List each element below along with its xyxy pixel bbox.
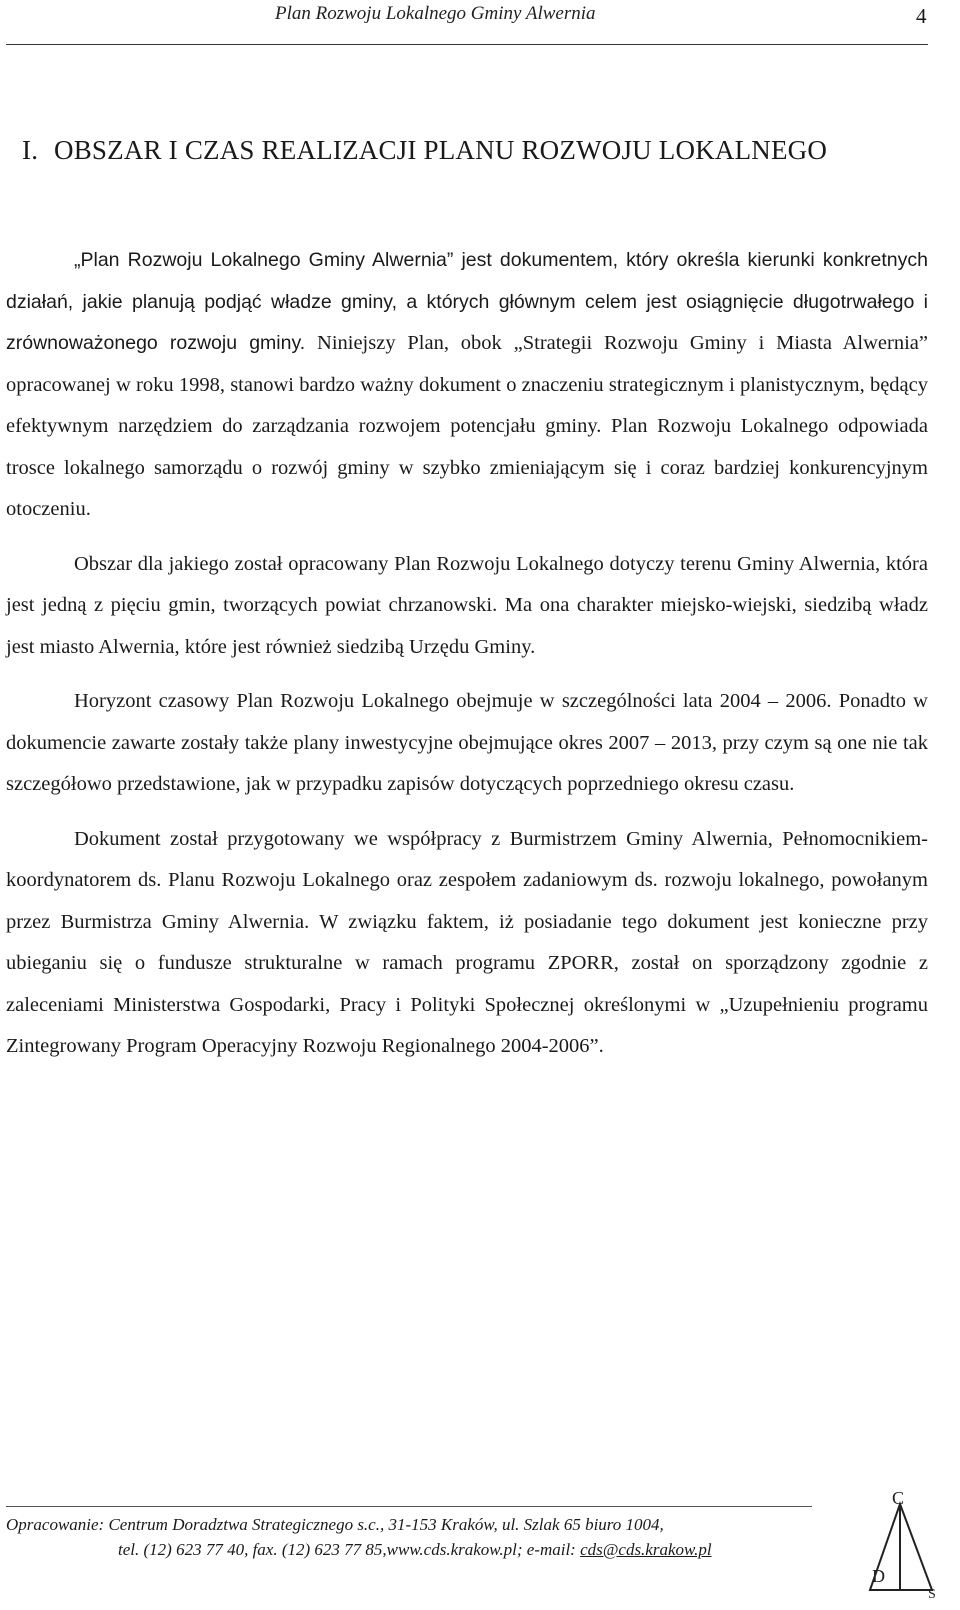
logo-letter-s: S [928, 1587, 936, 1600]
paragraph-preparation: Dokument został przygotowany we współpracy z Burmistrzem Gminy Alwernia, Pełnomocnikiem-koordynatorem ds. Planu Rozwoju Lokalnego oraz zespołem zadaniowym ds. rozwoju lokalnego, powołanym przez Burmistrza Gminy Alwernia. W związku faktem, iż posiadanie tego dokument jest konieczne przy ubieganiu się o fundusze strukturalne w ramach programu ZPORR, został on sporządzony zgodnie z zaleceniami Ministerstwa Gospodarki, Pracy i Polityki Społecznej określonymi w „Uzupełnieniu programu Zintegrowany Program Operacyjny Rozwoju Regionalnego 2004-2006”. [6, 827, 928, 1057]
footer-contact [118, 1539, 712, 1561]
section-number: I. [22, 135, 39, 165]
header-divider [6, 44, 928, 45]
footer-email-link[interactable]: cds@cds.krakow.pl [580, 1540, 712, 1559]
page-header [0, 0, 960, 50]
paragraph-timeframe: Horyzont czasowy Plan Rozwoju Lokalnego obejmuje w szczególności lata 2004 – 2006. Ponadto w dokumencie zawarte zostały także plany inwestycyjne obejmujące okres 2007 – 2013, przy czym są one nie tak szczegółowo przedstawione, jak w przypadku zapisów dotyczących poprzedniego okresu czasu. [6, 690, 928, 795]
header-title: Plan Rozwoju Lokalnego Gminy Alwernia [275, 3, 596, 24]
footer-divider [6, 1506, 812, 1507]
cds-logo-icon [862, 1490, 940, 1600]
footer-address: Opracowanie: Centrum Doradztwa Strategicznego s.c., 31-153 Kraków, ul. Szlak 65 biuro 1004, [6, 1515, 664, 1534]
document-body [6, 240, 928, 1081]
page-footer [0, 1490, 960, 1610]
footer-phone-web: tel. (12) 623 77 40, fax. (12) 623 77 85,www.cds.krakow.pl; e-mail: [118, 1540, 581, 1559]
logo-letter-c: C [892, 1490, 905, 1508]
section-heading [22, 133, 827, 167]
page-number: 4 [916, 4, 927, 28]
paragraph-area: Obszar dla jakiego został opracowany Plan Rozwoju Lokalnego dotyczy terenu Gminy Alwernia, która jest jedną z pięciu gmin, tworzących powiat chrzanowski. Ma ona charakter miejsko-wiejski, siedzibą władz jest miasto Alwernia, które jest również siedzibą Urzędu Gminy. [6, 552, 928, 658]
paragraph-intro-rest: Niniejszy Plan, obok „Strategii Rozwoju Gminy i Miasta Alwernia” opracowanej w roku 1998, stanowi bardzo ważny dokument o znaczeniu strategicznym i planistycznym, będący efektywnym narzędziem do zarządzania rozwojem potencjału gminy. Plan Rozwoju Lokalnego odpowiada trosce lokalnego samorządu o rozwój gminy w szybko zmieniającym się i coraz bardziej konkurencyjnym otoczeniu. [6, 332, 928, 520]
section-title: OBSZAR I CZAS REALIZACJI PLANU ROZWOJU LOKALNEGO [54, 135, 828, 165]
paragraph-intro-lead: „Plan Rozwoju Lokalnego Gminy Alwernia” jest dokumentem, który określa kierunki konkretnych działań, jakie planują podjąć władze gminy, a których głównym celem jest osiągnięcie długotrwałego i zrównoważonego rozwoju gminy. [6, 249, 928, 354]
paragraph-intro [6, 240, 928, 531]
logo-letter-d: D [872, 1566, 885, 1586]
